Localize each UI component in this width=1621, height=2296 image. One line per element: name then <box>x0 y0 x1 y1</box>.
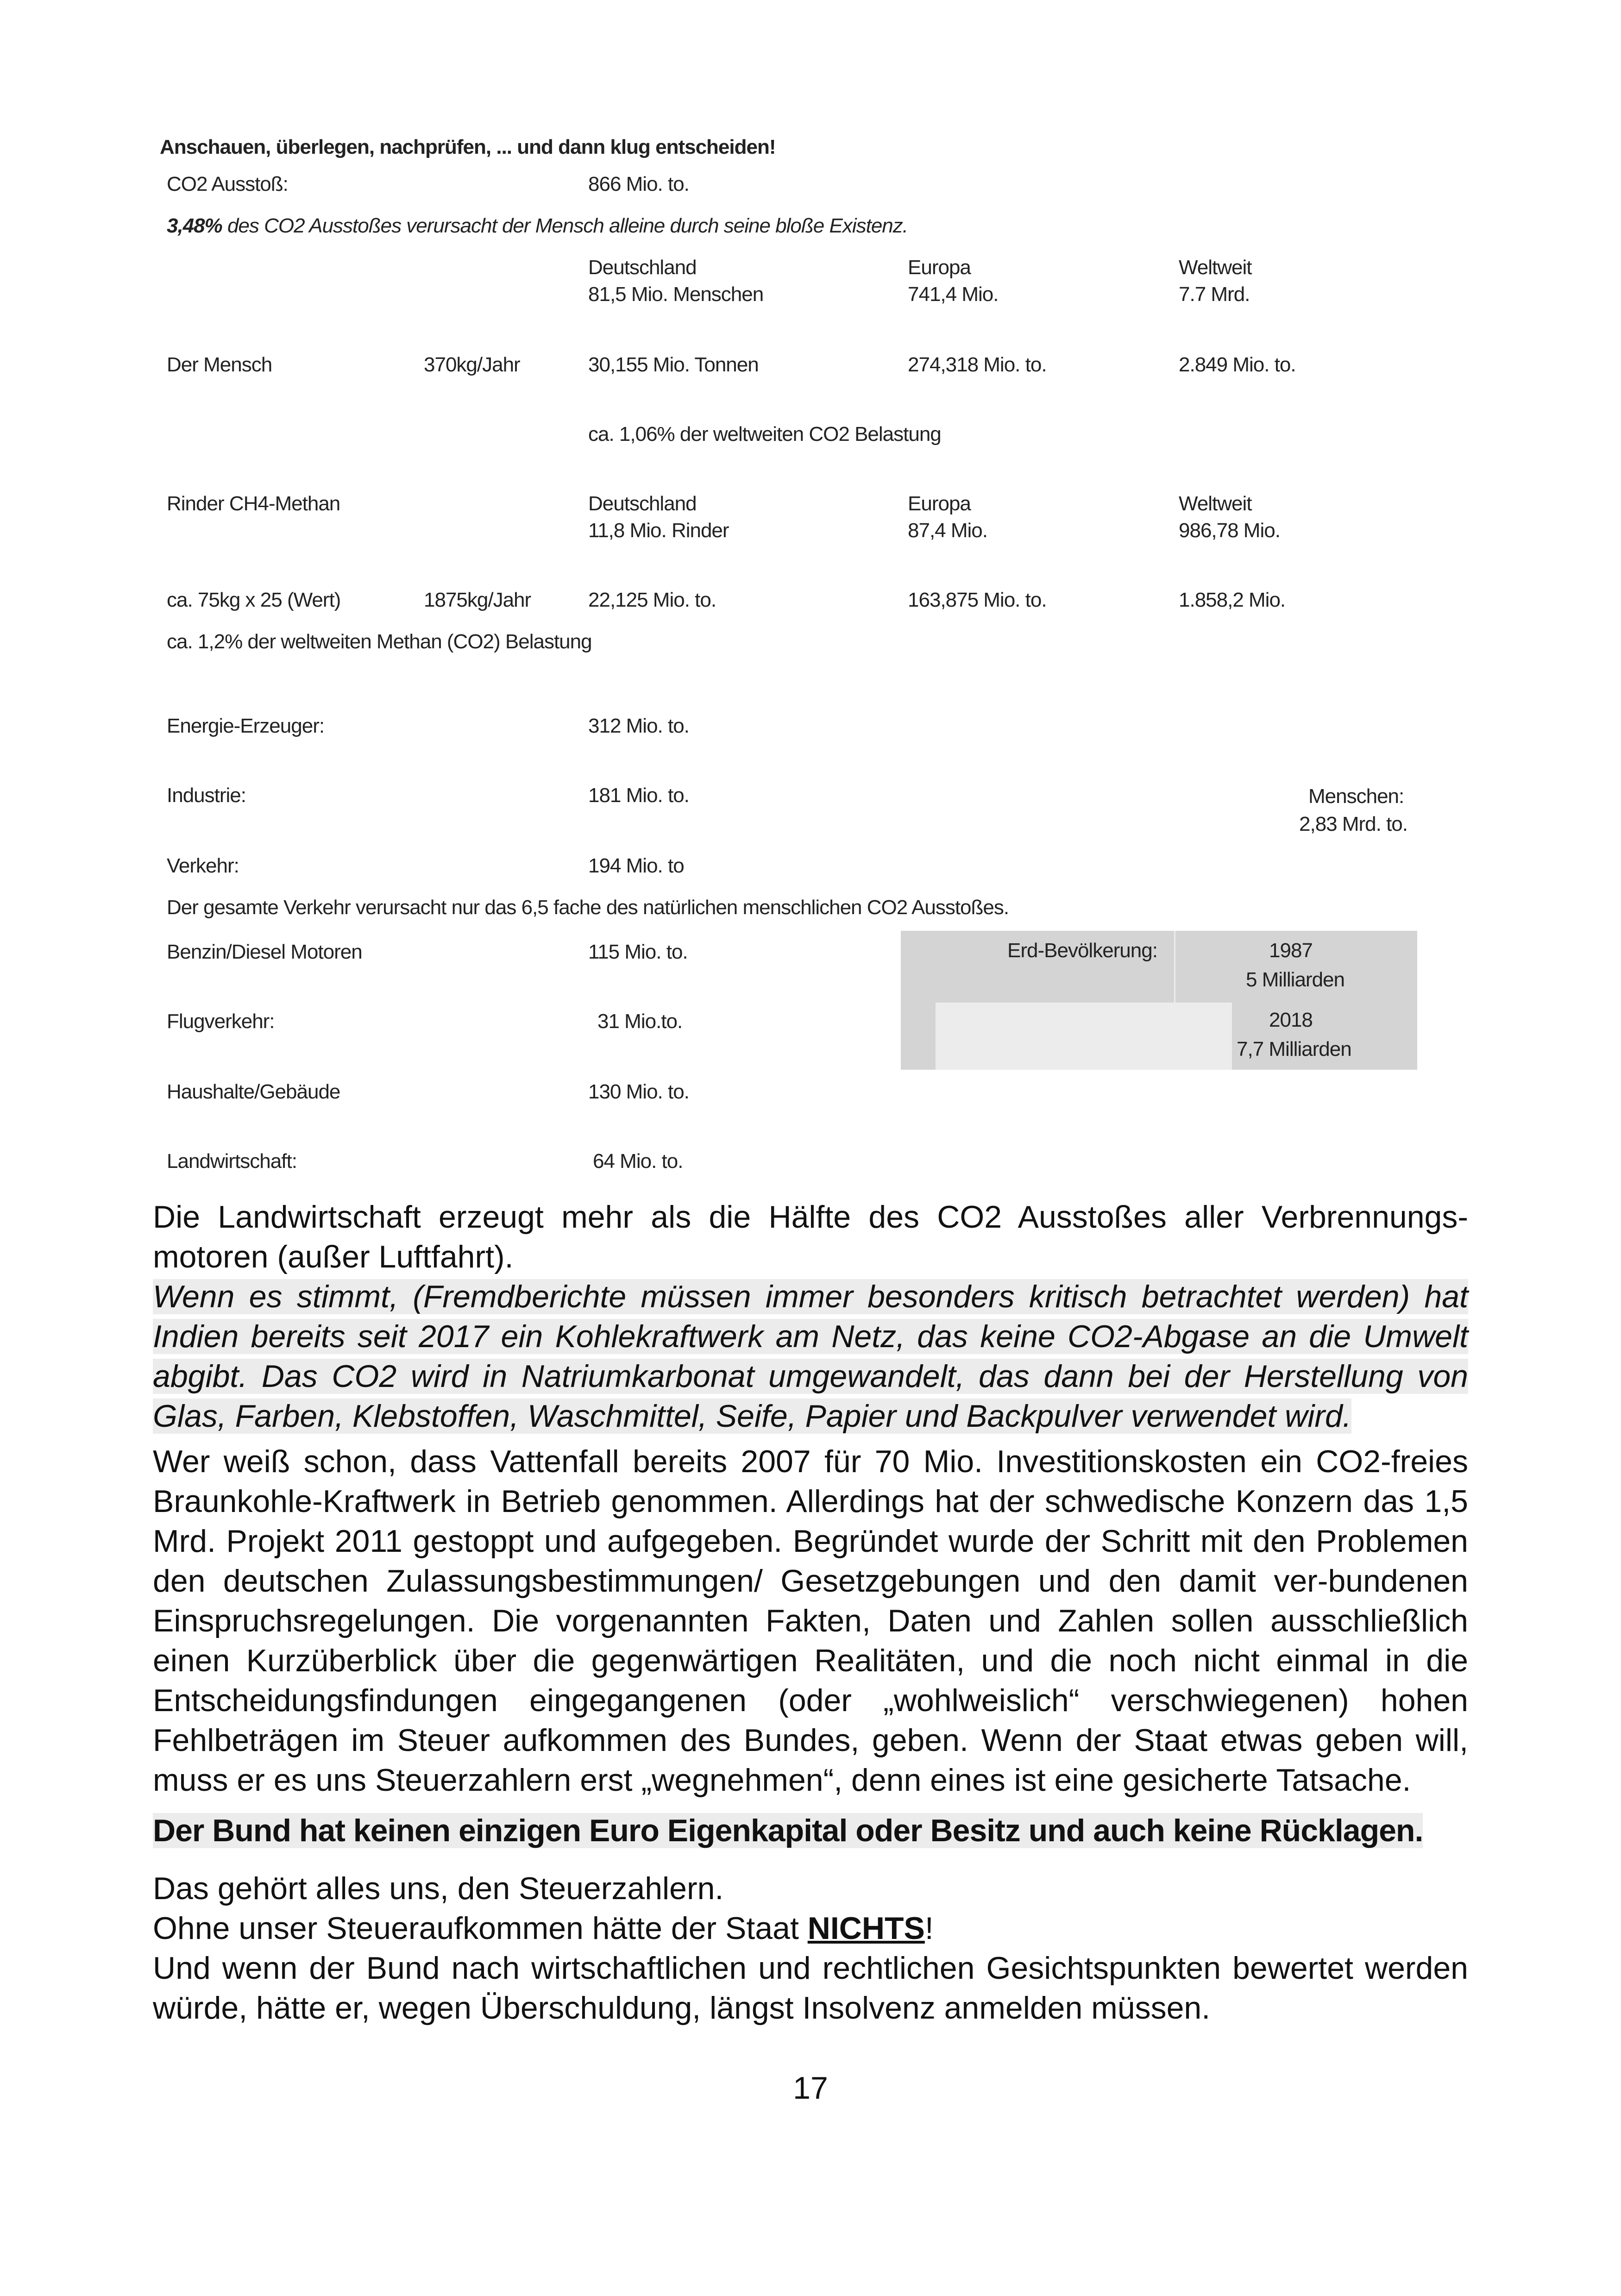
sector-households-label: Haushalte/Gebäude <box>167 1080 340 1103</box>
co2-total-label: CO2 Ausstoß: <box>167 173 288 195</box>
human-region-eu-sub: 741,4 Mio. <box>908 283 999 306</box>
population-value-1987: 5 Milliarden <box>1246 968 1345 991</box>
sector-engines-value: 115 Mio. to. <box>588 941 688 963</box>
cattle-region-world-sub: 986,78 Mio. <box>1179 519 1280 542</box>
body-paragraph-4-text: Der Bund hat keinen einzigen Euro Eigenkapital oder Besitz und auch keine Rücklagen. <box>153 1813 1423 1848</box>
body-paragraph-6-post: ! <box>924 1911 934 1946</box>
body-paragraph-2 <box>153 1277 1468 1436</box>
sector-energy-label: Energie-Erzeuger: <box>167 715 325 737</box>
body-paragraph-2-text: Wenn es stimmt, (Fremdberichte müssen immer besonders kritisch betrachtet werden) hat Indien bereits seit 2017 ein Kohlekraftwerk am Netz, das keine CO2-Abgase an die Umwelt abgibt. Das CO2 wird in Natriumkarbonat umgewandelt, das dann bei der Herstellung von Glas, Farben, Klebstoffen, Waschmittel, Seife, Papier und Backpulver verwendet wird. <box>153 1279 1468 1434</box>
cattle-row-de: 22,125 Mio. to. <box>588 589 716 611</box>
cattle-region-eu: Europa <box>908 492 971 515</box>
cattle-label: Rinder CH4-Methan <box>167 492 340 515</box>
body-paragraph-3: Wer weiß schon, dass Vattenfall bereits 2007 für 70 Mio. Investitionskosten ein CO2-freies Braunkohle-Kraftwerk in Betrieb genommen. Allerdings hat der schwedische Konzern das 1,5 Mrd. Projekt 2011 gestoppt und aufgegeben. Begründet wurde der Schritt mit den Problemen den deutschen Zulassungsbestimmungen/ Gesetzgebungen und den damit ver-bundenen Einspruchsregelungen. Die vorgenannten Fakten, Daten und Zahlen sollen ausschließlich einen Kurzüberblick über die gegenwärtigen Realitäten, und die noch nicht einmal in die Entscheidungsfindungen eingegangenen (oder „wohlweislich“ verschwiegenen) hohen Fehlbeträgen im Steuer aufkommen des Bundes, geben. Wenn der Staat etwas geben will, muss er es uns Steuerzahlern erst „wegnehmen“, denn eines ist eine gesicherte Tatsache. <box>153 1444 1468 1798</box>
body-paragraph-6 <box>153 1908 1468 1948</box>
population-year-1987: 1987 <box>1269 939 1313 962</box>
sector-traffic-label: Verkehr: <box>167 854 239 877</box>
cattle-row-rate: 1875kg/Jahr <box>424 589 531 611</box>
population-box-divider <box>1174 931 1175 1070</box>
human-region-de-sub: 81,5 Mio. Menschen <box>588 283 764 306</box>
cattle-world-note: ca. 1,2% der weltweiten Methan (CO2) Belastung <box>167 630 592 653</box>
human-row-rate: 370kg/Jahr <box>424 353 520 376</box>
body-paragraph-7: Und wenn der Bund nach wirtschaftlichen und rechtlichen Gesichtspunkten bewertet werden würde, hätte er, wegen Überschuldung, längst Insolvenz anmelden müssen. <box>153 1951 1468 2026</box>
cattle-region-world: Weltweit <box>1179 492 1252 515</box>
sector-industry-value: 181 Mio. to. <box>588 784 689 807</box>
cattle-row-label: ca. 75kg x 25 (Wert) <box>167 589 341 611</box>
humans-side-label: Menschen: <box>1308 785 1404 808</box>
human-row-label: Der Mensch <box>167 353 272 376</box>
page-number: 17 <box>793 2070 828 2106</box>
sector-engines-label: Benzin/Diesel Motoren <box>167 941 362 963</box>
sector-agriculture-label: Landwirtschaft: <box>167 1150 297 1173</box>
population-box-inner <box>936 1003 1232 1070</box>
human-share-note <box>167 213 908 239</box>
human-region-world: Weltweit <box>1179 256 1252 279</box>
human-row-world: 2.849 Mio. to. <box>1179 353 1296 376</box>
sector-households-value: 130 Mio. to. <box>588 1080 689 1103</box>
page-heading: Anschauen, überlegen, nachprüfen, ... und dann klug entscheiden! <box>160 136 776 158</box>
sector-agriculture-value: 64 Mio. to. <box>593 1150 683 1173</box>
body-paragraph-1: Die Landwirtschaft erzeugt mehr als die Hälfte des CO2 Ausstoßes aller Verbrennungs-motoren (außer Luftfahrt). <box>153 1199 1468 1274</box>
humans-side-value: 2,83 Mrd. to. <box>1299 813 1408 835</box>
cattle-row-eu: 163,875 Mio. to. <box>908 589 1047 611</box>
sector-air-value: 31 Mio.to. <box>597 1010 683 1033</box>
human-share-text: des CO2 Ausstoßes verursacht der Mensch alleine durch seine bloße Existenz. <box>222 214 908 237</box>
human-world-note: ca. 1,06% der weltweiten CO2 Belastung <box>588 423 941 445</box>
human-share-percent: 3,48% <box>167 214 222 237</box>
body-paragraph-4 <box>153 1811 1468 1851</box>
population-year-2018: 2018 <box>1269 1009 1313 1031</box>
human-region-world-sub: 7.7 Mrd. <box>1179 283 1250 306</box>
body-paragraph-5: Das gehört alles uns, den Steuerzahlern. <box>153 1871 724 1906</box>
population-label: Erd-Bevölkerung: <box>1007 939 1157 962</box>
human-row-eu: 274,318 Mio. to. <box>908 353 1047 376</box>
body-paragraph-6-strong: NICHTS <box>807 1911 925 1946</box>
sector-energy-value: 312 Mio. to. <box>588 715 689 737</box>
sector-traffic-value: 194 Mio. to <box>588 854 684 877</box>
sector-air-label: Flugverkehr: <box>167 1010 275 1033</box>
cattle-region-de: Deutschland <box>588 492 697 515</box>
cattle-region-eu-sub: 87,4 Mio. <box>908 519 987 542</box>
sector-industry-label: Industrie: <box>167 784 246 807</box>
human-region-eu: Europa <box>908 256 971 279</box>
co2-total-value: 866 Mio. to. <box>588 173 689 195</box>
human-region-de: Deutschland <box>588 256 697 279</box>
traffic-note: Der gesamte Verkehr verursacht nur das 6,5 fache des natürlichen menschlichen CO2 Ausstoßes. <box>167 896 1009 919</box>
body-paragraph-6-pre: Ohne unser Steueraufkommen hätte der Staat <box>153 1911 808 1946</box>
cattle-region-de-sub: 11,8 Mio. Rinder <box>588 519 729 542</box>
population-value-2018: 7,7 Milliarden <box>1237 1038 1351 1060</box>
human-row-de: 30,155 Mio. Tonnen <box>588 353 759 376</box>
cattle-row-world: 1.858,2 Mio. <box>1179 589 1286 611</box>
